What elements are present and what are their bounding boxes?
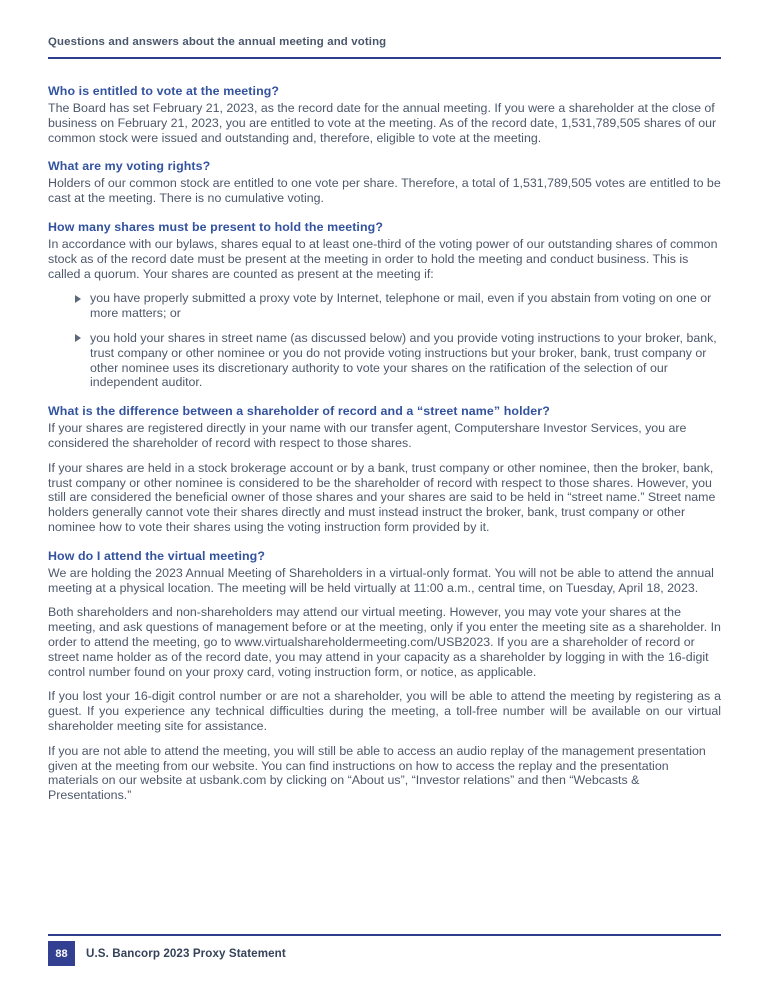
- question-heading: How many shares must be present to hold the meeting?: [48, 219, 383, 234]
- footer-divider: [48, 934, 721, 936]
- paragraph: Both shareholders and non-shareholders may attend our virtual meeting. However, you may vote your shares at the meeting, and ask questions of management before or at the meeting, only if you enter the meeting site as a shareholder. In order to attend the meeting, go to www.virtualshareholdermeeting.com/USB2023. If you are a shareholder of record or street name holder as of the record date, you may attend in your capacity as a shareholder by logging in with the 16-digit control number found on your proxy card, voting instruction form, or notice, as applicable.: [48, 605, 721, 679]
- page-content: [48, 84, 721, 813]
- paragraph: Holders of our common stock are entitled to one vote per share. Therefore, a total of 1,531,789,505 votes are entitled to be cast at the meeting. There is no cumulative voting.: [48, 176, 721, 206]
- paragraph: We are holding the 2023 Annual Meeting of Shareholders in a virtual-only format. You will not be able to attend the annual meeting at a physical location. The meeting will be held virtually at 11:00 a.m., central time, on Tuesday, April 18, 2023.: [48, 565, 714, 595]
- section-running-head: Questions and answers about the annual meeting and voting: [48, 36, 387, 48]
- paragraph: If your shares are held in a stock brokerage account or by a bank, trust company or other nominee, then the broker, bank, trust company or other nominee is considered to be the shareholder of record with respect to those shares. However, you still are considered the beneficial owner of those shares and your shares are said to be held in “street name.” Street name holders generally cannot vote their shares directly and must instead instruct the broker, bank, trust company or other nominee how to vote their shares using the voting instruction form provided by it.: [48, 460, 716, 534]
- bullet-item: [48, 291, 721, 321]
- paragraph: If you lost your 16-digit control number or are not a shareholder, you will be able to attend the meeting by registering as a guest. If you experience any technical difficulties during the meeting, a toll-free number will be available on our virtual shareholder meeting site for assistance.: [48, 689, 721, 733]
- page-header: [48, 36, 721, 59]
- paragraph: If you are not able to attend the meeting, you will still be able to access an audio replay of the management presentation given at the meeting from our website. You can find instructions on how to access the replay and the presentation materials on our website at usbank.com by clicking on “About us”, “Investor relations” and then “Webcasts & Presentations.”: [48, 743, 706, 803]
- question-heading: What is the difference between a shareholder of record and a “street name” holder?: [48, 404, 550, 419]
- bullet-item: [48, 331, 721, 390]
- question-heading: What are my voting rights?: [48, 159, 211, 174]
- triangle-bullet-icon: [75, 295, 81, 303]
- page-footer: [48, 941, 286, 966]
- bullet-text: you hold your shares in street name (as discussed below) and you provide voting instructions to your broker, bank, trust company or other nominee or you do not provide voting instructions but your broker, bank, trust company or other nominee uses its discretionary authority to vote your shares on the ratification of the selection of our independent auditor.: [90, 330, 717, 390]
- page-number-badge: 88: [48, 941, 75, 966]
- bullet-text: you have properly submitted a proxy vote by Internet, telephone or mail, even if you abstain from voting on one or more matters; or: [90, 291, 712, 321]
- qa-section-quorum: [48, 220, 721, 390]
- bullet-list: [48, 291, 721, 390]
- question-heading: Who is entitled to vote at the meeting?: [48, 84, 280, 98]
- question-heading: How do I attend the virtual meeting?: [48, 548, 266, 563]
- qa-section-entitled-to-vote: [48, 84, 721, 145]
- paragraph: In accordance with our bylaws, shares equal to at least one-third of the voting power of our outstanding shares of common stock as of the record date must be present at the meeting in order to hold the meeting and conduct business. This is called a quorum. Your shares are counted as present at the meeting if:: [48, 236, 718, 281]
- paragraph: If your shares are registered directly in your name with our transfer agent, Computershare Investor Services, you are considered the shareholder of record with respect to those shares.: [48, 421, 687, 450]
- qa-section-record-vs-street-name: [48, 404, 721, 535]
- qa-section-voting-rights: [48, 159, 721, 206]
- triangle-bullet-icon: [75, 334, 81, 342]
- paragraph: The Board has set February 21, 2023, as the record date for the annual meeting. If you were a shareholder at the close of business on February 21, 2023, you are entitled to vote at the meeting. As of the record date, 1,531,789,505 shares of our common stock were issued and outstanding and, therefore, eligible to vote at the meeting.: [48, 101, 717, 145]
- qa-section-attend-virtual-meeting: [48, 549, 721, 803]
- footer-document-title: U.S. Bancorp 2023 Proxy Statement: [86, 947, 286, 960]
- header-divider: [48, 57, 721, 59]
